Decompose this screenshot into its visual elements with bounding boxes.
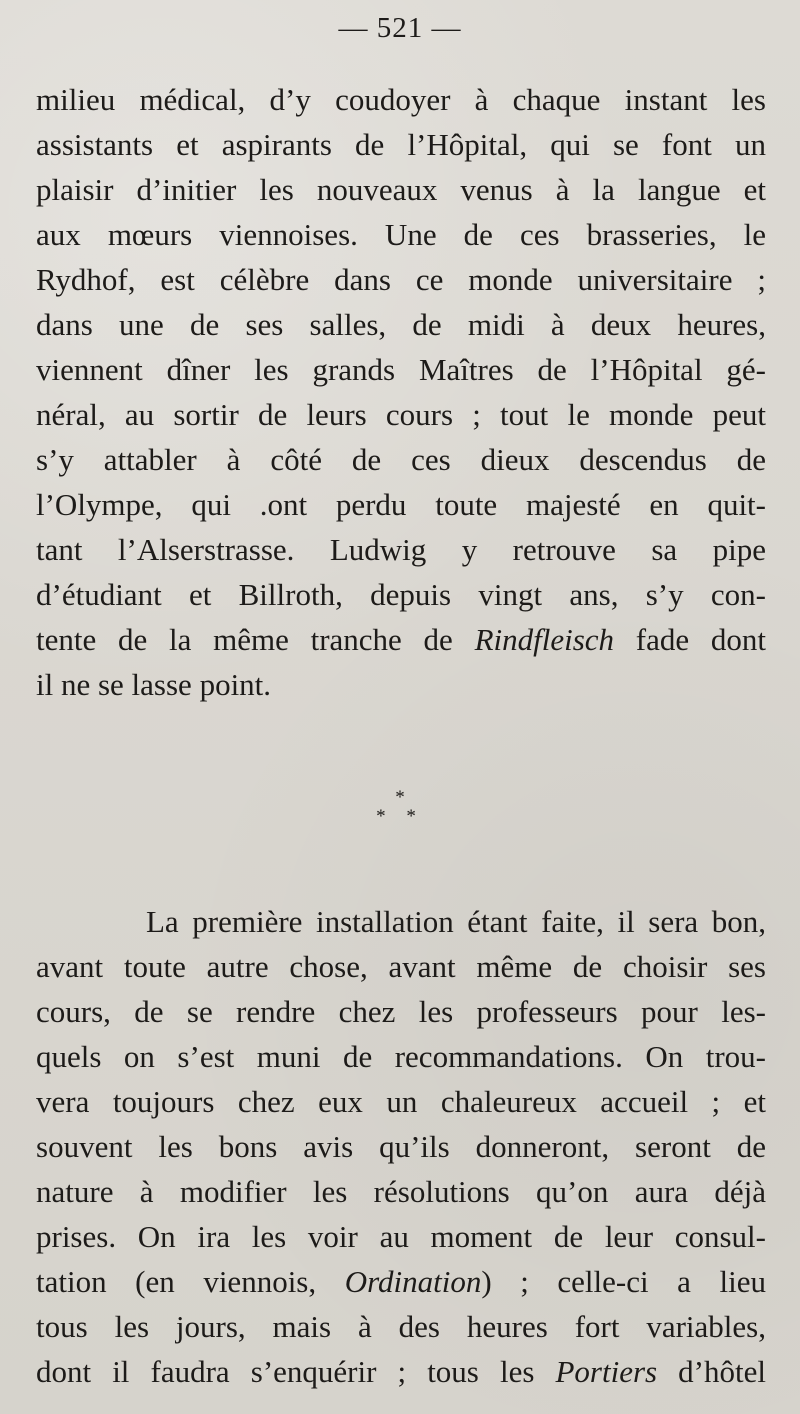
page-number: — 521 — [338,12,462,44]
text-line: vera toujours chez eux un chaleureux accueil ; et [36,1084,766,1119]
text-line: cours, de se rendre chez les professeurs pour les- [36,994,766,1029]
text-line-with-italic [36,617,766,662]
text-line: tous les jours, mais à des heures fort variables, [36,1309,766,1344]
second-paragraph [36,899,766,1394]
text-line: tant l’Alserstrasse. Ludwig y retrouve sa pipe [36,532,766,567]
text-line: d’étudiant et Billroth, depuis vingt ans, s’y con- [36,577,766,612]
first-paragraph [36,77,766,707]
text-segment: fade dont [614,622,766,657]
asterism-top: * [395,787,405,808]
text-line: aux mœurs viennoises. Une de ces brasseries, le [36,217,766,252]
text-segment: d’hôtel [657,1354,766,1389]
italic-term: Rindfleisch [474,622,615,657]
text-line: dans une de ses salles, de midi à deux heures, [36,307,766,342]
text-line: s’y attabler à côté de ces dieux descendus de [36,442,766,477]
text-line: il ne se lasse point. [36,667,272,702]
text-segment: ) ; celle-ci a lieu [481,1264,766,1299]
text-segment: tation (en viennois, [36,1264,345,1299]
text-segment: dont il faudra s’enquérir ; tous les [36,1354,556,1389]
text-line: néral, au sortir de leurs cours ; tout le monde peut [36,397,766,432]
text-line: plaisir d’initier les nouveaux venus à la langue et [36,172,766,207]
asterism-bottom: * * [376,806,424,827]
text-line: avant toute autre chose, avant même de choisir ses [36,949,766,984]
text-segment: tente de la même tranche de [36,622,475,657]
text-line: Rydhof, est célèbre dans ce monde universitaire ; [36,262,766,297]
text-line: prises. On ira les voir au moment de leur consul- [36,1219,766,1254]
text-line: viennent dîner les grands Maîtres de l’Hôpital gé- [36,352,766,387]
text-line: quels on s’est muni de recommandations. On trou- [36,1039,766,1074]
text-line-with-italic [36,1259,766,1304]
text-line: nature à modifier les résolutions qu’on aura déjà [36,1174,766,1209]
text-line: souvent les bons avis qu’ils donneront, seront de [36,1129,766,1164]
asterism [0,788,800,838]
text-line: milieu médical, d’y coudoyer à chaque instant les [36,82,766,117]
italic-term: Portiers [555,1354,658,1389]
text-line-with-italic [36,1349,766,1394]
text-line: assistants et aspirants de l’Hôpital, qui se font un [36,127,766,162]
italic-term: Ordination [344,1264,482,1299]
text-line: La première installation étant faite, il sera bon, [146,904,766,939]
text-line: l’Olympe, qui .ont perdu toute majesté en quit- [36,487,766,522]
